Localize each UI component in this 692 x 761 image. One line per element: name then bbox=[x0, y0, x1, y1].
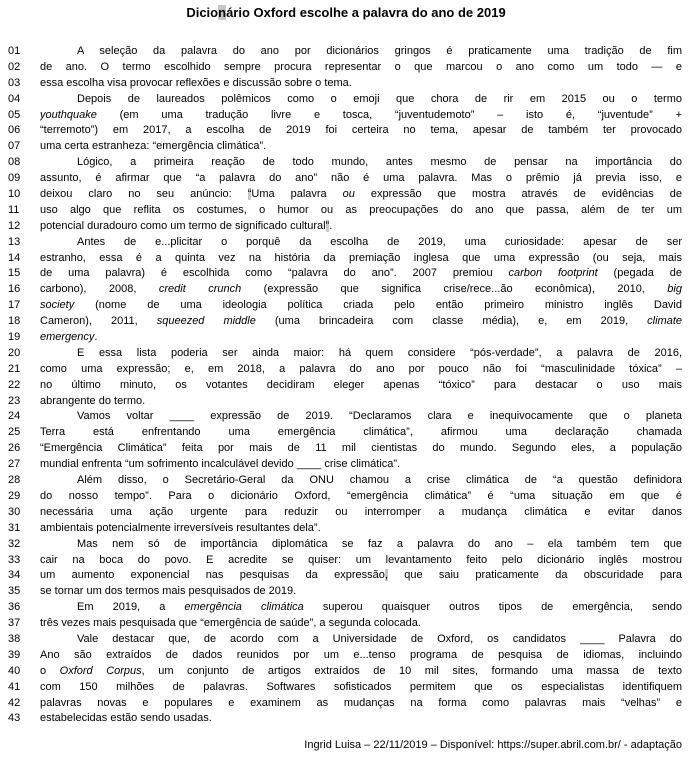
text-line bbox=[0, 521, 692, 537]
line-number: 25 bbox=[8, 426, 21, 439]
italic-text: emergência climática bbox=[184, 601, 304, 614]
line-number: 14 bbox=[8, 251, 21, 264]
italic-text: ou bbox=[342, 188, 355, 201]
text-line bbox=[0, 44, 692, 60]
text-run: palavras novas e populares e examinem as mudanças na forma como palavras mais “velhas” e bbox=[40, 696, 682, 709]
line-text bbox=[40, 203, 682, 219]
text-run: se tornar um dos termos mais pesquisados de 2019. bbox=[40, 585, 297, 598]
text-run: Depois de laureados polêmicos como o emoji que chora de rir em 2015 ou o termo bbox=[77, 92, 682, 105]
line-text bbox=[40, 362, 682, 378]
line-number: 41 bbox=[8, 680, 21, 693]
line-text bbox=[40, 696, 682, 712]
text-run: (nome de uma ideologia política criada pelo então primeiro ministro inglês David bbox=[74, 299, 682, 312]
line-text bbox=[40, 330, 682, 346]
text-run: potencial duradouro como um termo de significado cultural bbox=[40, 219, 326, 232]
text-run: (uma brincadeira com classe média), e, em 2019, bbox=[255, 315, 648, 328]
line-text bbox=[40, 394, 682, 410]
line-number: 15 bbox=[8, 267, 21, 280]
text-run: Ano são extraídos de dados reunidos por um e...tenso programa de pesquisa de idiomas, incluindo bbox=[40, 648, 682, 661]
text-run: no último minuto, os votantes decidiram eleger apenas “tóxico” para destacar o uso mais bbox=[40, 378, 682, 391]
line-number: 21 bbox=[8, 362, 21, 375]
text-run: com 150 milhões de palavras. Softwares sofisticados permitem que os especialistas identifiquem bbox=[40, 680, 682, 693]
line-number: 03 bbox=[8, 76, 21, 89]
text-run: assunto, é afirmar que “a palavra do ano” não é uma palavra. Mas o prêmio já previa isso, e bbox=[40, 172, 682, 185]
line-number: 24 bbox=[8, 410, 21, 423]
text-run: do nosso tempo”. Para o dicionário Oxford, “emergência climática” é “uma situação em que é bbox=[40, 489, 682, 502]
highlighted-text: ” bbox=[325, 219, 330, 232]
line-text bbox=[40, 664, 682, 680]
line-number: 28 bbox=[8, 474, 21, 487]
italic-text: big bbox=[667, 283, 682, 296]
text-run: estabelecidas estão sendo usadas. bbox=[40, 712, 212, 725]
italic-text: carbon footprint bbox=[508, 267, 598, 280]
line-number: 22 bbox=[8, 378, 21, 391]
text-line bbox=[0, 378, 692, 394]
line-number: 10 bbox=[8, 188, 21, 201]
text-run: de uma palavra) é escolhida como “palavra do ano”. 2007 premiou bbox=[40, 267, 509, 280]
line-text bbox=[40, 473, 682, 489]
italic-text: society bbox=[40, 299, 75, 312]
text-line bbox=[0, 314, 692, 330]
line-text bbox=[40, 92, 682, 108]
line-number: 12 bbox=[8, 219, 21, 232]
text-run: o bbox=[40, 664, 60, 677]
text-run: “terremoto”) em 2017, a escolha de 2019 foi certeira no tema, apesar de também ter provocado bbox=[40, 124, 682, 137]
text-line bbox=[0, 203, 692, 219]
line-number: 06 bbox=[8, 124, 21, 137]
text-run: essa escolha visa provocar reflexões e discussão sobre o tema. bbox=[40, 76, 352, 89]
line-number: 27 bbox=[8, 458, 21, 471]
line-number: 09 bbox=[8, 172, 21, 185]
line-text bbox=[40, 346, 682, 362]
text-run: deixou claro no seu anúncio: bbox=[40, 188, 248, 201]
text-line bbox=[0, 616, 692, 632]
text-run: cair na boca do povo. E acredite se quiser: um levantamento feito pelo dicionário inglês mostrou bbox=[40, 553, 682, 566]
text-line bbox=[0, 696, 692, 712]
line-number: 33 bbox=[8, 553, 21, 566]
line-number: 20 bbox=[8, 346, 21, 359]
line-text bbox=[40, 489, 682, 505]
line-number: 11 bbox=[8, 203, 20, 216]
italic-text: credit crunch bbox=[158, 283, 242, 296]
highlighted-text: n bbox=[218, 5, 227, 20]
text-line bbox=[0, 648, 692, 664]
text-run: estranho, essa é a quinta vez na história da premiação inglesa que uma expressão (ou seja, mais bbox=[40, 251, 682, 264]
text-line bbox=[0, 584, 692, 600]
line-number: 39 bbox=[8, 648, 21, 661]
line-text bbox=[40, 505, 682, 521]
line-number: 17 bbox=[8, 299, 21, 312]
text-line bbox=[0, 362, 692, 378]
line-number: 43 bbox=[8, 712, 21, 725]
text-line bbox=[0, 457, 692, 473]
text-line bbox=[0, 123, 692, 139]
line-text bbox=[40, 282, 682, 298]
text-run: um aumento exponencial nas pesquisas da expressão bbox=[40, 569, 385, 582]
text-run: Cameron), 2011, bbox=[40, 315, 157, 328]
text-run: Terra está enfrentando uma emergência climática”, afirmou uma declaração chamada bbox=[40, 426, 682, 439]
line-text bbox=[40, 108, 682, 124]
text-line bbox=[0, 680, 692, 696]
line-number: 37 bbox=[8, 617, 21, 630]
text-run: E essa lista poderia ser ainda maior: há quem considere “pós-verdade”, a palavra de 2016, bbox=[77, 346, 682, 359]
text-run: abrangente do termo. bbox=[40, 394, 146, 407]
text-run: uso algo que reflita os costumes, o humor ou as preocupações do ano que passa, além de ter um bbox=[40, 203, 682, 216]
text-line bbox=[0, 251, 692, 267]
highlighted-text: “ bbox=[247, 188, 252, 201]
source-credit: Ingrid Luisa – 22/11/2019 – Disponível: https://super.abril.com.br/ - adaptação bbox=[304, 739, 682, 752]
line-text bbox=[40, 187, 682, 203]
text-line bbox=[0, 76, 692, 92]
line-text bbox=[40, 648, 682, 664]
line-text bbox=[40, 441, 682, 457]
line-number: 01 bbox=[8, 45, 21, 57]
text-line bbox=[0, 537, 692, 553]
text-run: três vezes mais pesquisada que “emergência de saúde”, a segunda colocada. bbox=[40, 617, 421, 630]
text-run: Uma palavra bbox=[251, 188, 343, 201]
text-line bbox=[0, 155, 692, 171]
text-run: . bbox=[329, 219, 333, 232]
line-number: 40 bbox=[8, 664, 21, 677]
text-line bbox=[0, 346, 692, 362]
line-number: 42 bbox=[8, 696, 21, 709]
text-line bbox=[0, 108, 692, 124]
text-line bbox=[0, 489, 692, 505]
highlighted-text: , bbox=[384, 569, 388, 582]
text-line bbox=[0, 330, 692, 346]
line-text bbox=[40, 251, 682, 267]
text-line bbox=[0, 600, 692, 616]
text-line bbox=[0, 219, 692, 235]
text-line bbox=[0, 92, 692, 108]
line-text bbox=[40, 711, 682, 727]
text-line bbox=[0, 282, 692, 298]
line-number: 05 bbox=[8, 108, 21, 121]
line-text bbox=[40, 266, 682, 282]
italic-text: Oxford Corpus bbox=[59, 664, 142, 677]
line-text bbox=[40, 584, 682, 600]
line-number: 38 bbox=[8, 632, 21, 645]
text-line bbox=[0, 171, 692, 187]
text-run: . bbox=[94, 331, 98, 344]
text-run: necessária uma ação urgente para reduzir ou interromper a mudança climática e evitar danos bbox=[40, 505, 682, 518]
text-line bbox=[0, 187, 692, 203]
text-run: Vale destacar que, de acordo com a Universidade de Oxford, os candidatos ____ Palavra do bbox=[77, 632, 682, 645]
line-text bbox=[40, 553, 682, 569]
text-run: Dicio bbox=[186, 5, 219, 20]
text-line bbox=[0, 711, 692, 727]
line-text bbox=[40, 76, 682, 92]
line-text bbox=[40, 600, 682, 616]
text-line bbox=[0, 266, 692, 282]
line-number: 31 bbox=[8, 521, 21, 534]
text-run: expressão que mostra através de evidências de bbox=[354, 188, 682, 201]
text-run: Em 2019, a bbox=[77, 601, 185, 614]
line-number: 26 bbox=[8, 442, 21, 455]
italic-text: climate bbox=[647, 315, 682, 328]
text-run: Lógico, a primeira reação de todo mundo, antes mesmo de pensar na importância do bbox=[77, 156, 682, 169]
line-text bbox=[40, 235, 682, 251]
text-run: superou quaisquer outros tipos de emergência, sendo bbox=[303, 601, 682, 614]
page-title bbox=[0, 0, 692, 21]
text-run: (em uma tradução livre e tosca, “juventudemoto” – isto é, “juventude” + bbox=[96, 108, 682, 121]
line-number: 32 bbox=[8, 537, 21, 550]
text-line bbox=[0, 425, 692, 441]
text-line bbox=[0, 394, 692, 410]
line-text bbox=[40, 680, 682, 696]
text-run: mundial enfrenta “um sofrimento incalculável devido ____ crise climática”. bbox=[40, 458, 401, 471]
text-run: como uma expressão; e, em 2018, a palavra do ano por pouco não foi “masculinidade tóxica” – bbox=[40, 362, 682, 375]
line-number: 23 bbox=[8, 394, 21, 407]
text-run: carbono), 2008, bbox=[40, 283, 159, 296]
line-text bbox=[40, 537, 682, 553]
text-line bbox=[0, 441, 692, 457]
text-line bbox=[0, 298, 692, 314]
line-number: 18 bbox=[8, 315, 21, 328]
line-text bbox=[40, 378, 682, 394]
line-number: 19 bbox=[8, 331, 21, 344]
text-line bbox=[0, 553, 692, 569]
line-text bbox=[40, 219, 682, 235]
line-text bbox=[40, 632, 682, 648]
line-text bbox=[40, 409, 682, 425]
text-line bbox=[0, 505, 692, 521]
line-number: 35 bbox=[8, 585, 21, 598]
line-text bbox=[40, 44, 682, 60]
text-run: (expressão que significa crise/rece...ão econômica), 2010, bbox=[241, 283, 668, 296]
text-run: A seleção da palavra do ano por dicionários gringos é praticamente uma tradição de fim bbox=[77, 45, 682, 57]
text-run: Antes de e...plicitar o porquê da escolha de 2019, uma curiosidade: apesar de ser bbox=[77, 235, 682, 248]
line-number: 04 bbox=[8, 92, 21, 105]
line-text bbox=[40, 171, 682, 187]
line-text bbox=[40, 314, 682, 330]
text-line bbox=[0, 632, 692, 648]
line-text bbox=[40, 521, 682, 537]
line-text bbox=[40, 616, 682, 632]
line-number: 08 bbox=[8, 156, 21, 169]
text-line bbox=[0, 664, 692, 680]
line-number: 16 bbox=[8, 283, 21, 296]
line-number: 02 bbox=[8, 60, 21, 73]
line-number: 29 bbox=[8, 489, 21, 502]
line-number: 07 bbox=[8, 140, 21, 153]
line-text bbox=[40, 123, 682, 139]
text-line bbox=[0, 139, 692, 155]
italic-text: squeezed middle bbox=[156, 315, 256, 328]
line-text bbox=[40, 60, 682, 76]
text-line bbox=[0, 409, 692, 425]
text-run: Vamos voltar ____ expressão de 2019. “Declaramos clara e inequivocamente que o planeta bbox=[77, 410, 682, 423]
italic-text: youthquake bbox=[40, 108, 97, 121]
line-text bbox=[40, 139, 682, 155]
text-run: Mas nem só de importância diplomática se faz a palavra do ano – ela também tem que bbox=[77, 537, 682, 550]
text-run: ário Oxford escolhe a palavra do ano de 2019 bbox=[226, 5, 506, 20]
text-line bbox=[0, 473, 692, 489]
text-run: ambientais potencialmente irreversíveis resultantes dela”. bbox=[40, 521, 321, 534]
text-line bbox=[0, 60, 692, 76]
text-run: “Emergência Climática” feita por mais de 11 mil cientistas do mundo. Segundo eles, a população bbox=[40, 442, 682, 455]
line-text bbox=[40, 298, 682, 314]
italic-text: emergency bbox=[40, 331, 95, 344]
line-number: 36 bbox=[8, 601, 21, 614]
line-number: 30 bbox=[8, 505, 21, 518]
text-run: que saiu praticamente da obscuridade para bbox=[387, 569, 682, 582]
line-number: 13 bbox=[8, 235, 21, 248]
line-text bbox=[40, 425, 682, 441]
text-run: Além disso, o Secretário-Geral da ONU chamou a crise climática de “a questão definidora bbox=[77, 474, 682, 487]
text-line bbox=[0, 568, 692, 584]
line-text bbox=[40, 457, 682, 473]
line-text bbox=[40, 568, 682, 584]
text-run: , um conjunto de artigos extraídos de 10 mil sites, formando uma massa de texto bbox=[141, 664, 682, 677]
text-run: de ano. O termo escolhido sempre procura representar o que marcou o ano como um todo — e bbox=[40, 60, 682, 73]
text-run: (pegada de bbox=[597, 267, 682, 280]
text-body bbox=[0, 44, 692, 727]
line-number: 34 bbox=[8, 569, 21, 582]
text-line bbox=[0, 235, 692, 251]
text-run: uma certa estranheza: “emergência climática”. bbox=[40, 140, 267, 153]
line-text bbox=[40, 155, 682, 171]
